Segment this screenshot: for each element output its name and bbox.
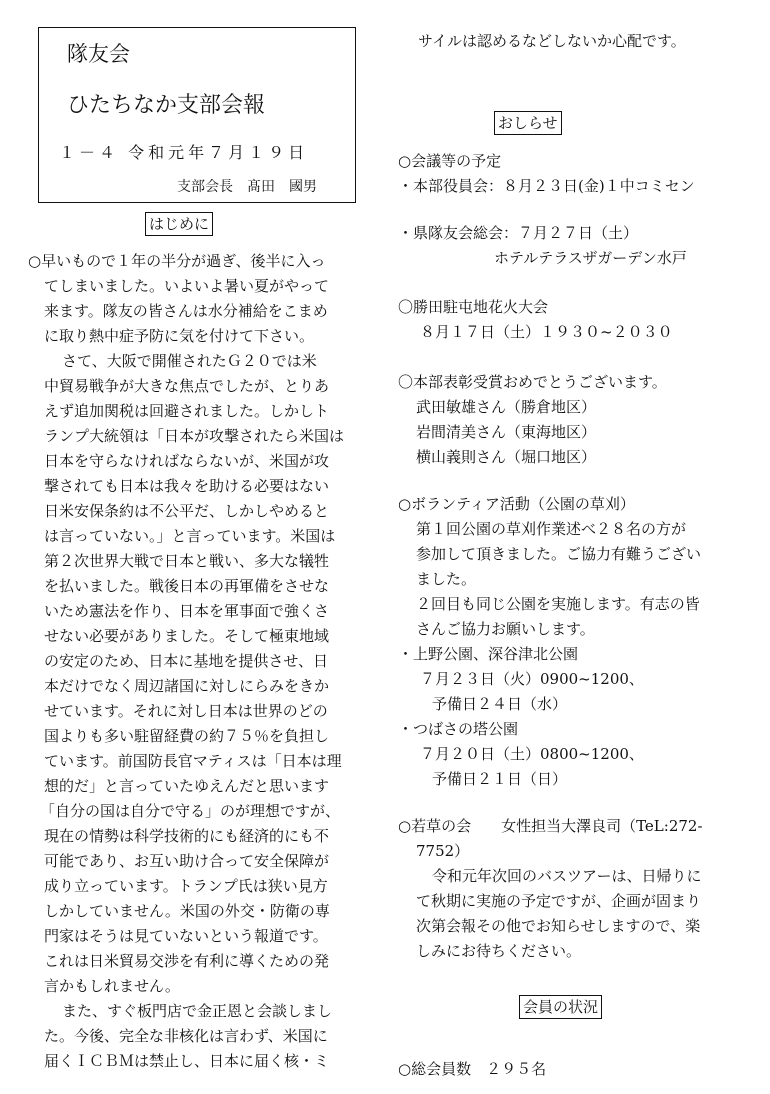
notice-line: 参加して頂きました。ご協力有難うござい [416, 545, 702, 563]
intro-line: 成り立っています。トランプ氏は狭い見方 [44, 877, 328, 895]
intro-heading: はじめに [145, 212, 213, 236]
notice-line: 予備日２１日（日） [432, 770, 568, 788]
notice-line: 横山義則さん（堀口地区） [416, 448, 597, 466]
notice-line: 予備日２４日（水） [432, 695, 568, 713]
intro-line: 国よりも多い駐留経費の約７５％を負担し [44, 727, 330, 745]
notice-line: ました。 [416, 570, 477, 588]
intro-line: てしまいました。いよいよ暑い夏がやって [44, 277, 330, 295]
intro-line: せない必要がありました。そして極東地域 [44, 627, 330, 645]
intro-line: 想的だ」と言っていたゆえんだと思います [44, 777, 330, 795]
notice-line: 令和元年次回のバスツアーは、日帰りに [432, 867, 702, 885]
notice-line: 〇勝田駐屯地花火大会 [398, 298, 549, 316]
intro-line: いため憲法を作り、日本を軍事面で強くさ [44, 602, 330, 620]
intro-line: 日本を守らなければならないが、米国が攻 [44, 452, 330, 470]
author-line: 支部会長 髙田 國男 [177, 179, 317, 195]
notice-line: ２回目も同じ公園を実施します。有志の皆 [416, 595, 700, 613]
member-total: ○総会員数 ２９５名 [398, 1060, 547, 1078]
notice-line: ホテルテラスザガーデン水戸 [494, 249, 687, 267]
intro-line: に取り熱中症予防に気を付けて下さい。 [44, 327, 315, 345]
intro-line: ています。前国防長官マティスは「日本は理 [44, 752, 342, 770]
intro-line: えず追加関税は回避されました。しかしト [44, 402, 330, 420]
notice-line: さんご協力お願いします。 [416, 620, 595, 638]
intro-line: しかしていません。米国の外交・防衛の専 [44, 902, 330, 920]
notice-line: ・上野公園、深谷津北公園 [398, 645, 579, 663]
notice-line: ○会議等の予定 [398, 152, 502, 170]
intro-line: 届くＩＣＢＭは禁止し、日本に届く核・ミ [44, 1052, 330, 1070]
intro-line: これは日米貿易交渉を有利に導くための発 [44, 952, 330, 970]
intro-line: さて、大阪で開催されたＧ２０では米 [62, 352, 317, 370]
intro-line: ランプ大統領は「日本が攻撃されたら米国は [44, 427, 345, 445]
intro-line: 日米安保条約は不公平だ、しかしやめると [44, 502, 330, 520]
notice-line: 武田敏雄さん（勝倉地区） [416, 398, 597, 416]
notice-line: 次第会報その他でお知らせしますので、楽 [416, 917, 701, 935]
org-name: 隊友会 [67, 42, 130, 66]
notice-line: しみにお待ちください。 [416, 942, 582, 960]
newsletter-title: ひたちなか支部会報 [67, 93, 266, 118]
masthead-box [38, 27, 356, 203]
intro-line: 第２次世界大戦で日本と戦い、多大な犠牲 [44, 552, 330, 570]
intro-line: また、すぐ板門店で金正恩と会談しまし [62, 1002, 333, 1020]
intro-line: 来ます。隊友の皆さんは水分補給をこまめ [44, 302, 328, 320]
intro-line: 中貿易戦争が大きな焦点でしたが、とりあ [44, 377, 330, 395]
notice-line: ７月２３日（火）0900~1200、 [420, 670, 644, 688]
intro-line: ○早いもので１年の半分が過ぎ、後半に入っ [28, 252, 326, 270]
notice-line: ・本部役員会：８月２３日(金)１中コミセン [398, 177, 695, 195]
intro-line: せています。それに対し日本は世界のどの [44, 702, 328, 720]
notice-line: ８月１７日（土）１９３０~２０３０ [420, 323, 673, 341]
intro-line: を払いました。戦後日本の再軍備をさせな [44, 577, 330, 595]
intro-line: 言かもしれません。 [44, 977, 180, 995]
intro-continuation: サイルは認めるなどしないか心配です。 [418, 32, 686, 50]
notices-heading: おしらせ [494, 111, 562, 135]
intro-line: 「自分の国は自分で守る」のが理想ですが、 [40, 802, 341, 820]
intro-line: 門家はそうは見ていないという報道です。 [44, 927, 328, 945]
intro-line: 本だけでなく周辺諸国に対しにらみをきか [44, 677, 330, 695]
intro-line: の安定のため、日本に基地を提供させ、日 [44, 652, 328, 670]
notice-line: ・つばさの塔公園 [398, 720, 519, 738]
notice-line: ７月２０日（土）0800~1200、 [420, 745, 644, 763]
notice-line: 〇本部表彰受賞おめでとうございます。 [398, 373, 667, 391]
intro-line: は言っていない。」と言っています。米国は [44, 527, 336, 545]
notice-line: 岩間清美さん（東海地区） [416, 423, 597, 441]
notice-line: ・県隊友会総会：７月２７日（土） [398, 224, 639, 242]
notice-line: ○ボランティア活動（公園の草刈） [398, 495, 635, 513]
members-heading: 会員の状況 [519, 995, 602, 1019]
intro-line: 現在の情勢は科学技術的にも経済的にも不 [44, 827, 330, 845]
intro-line: 撃されても日本は我々を助ける必要はない [44, 477, 330, 495]
notice-line: 7752） [416, 842, 470, 860]
intro-line: た。今後、完全な非核化は言わず、米国に [44, 1027, 328, 1045]
intro-line: 可能であり、お互い助け合って安全保障が [44, 852, 330, 870]
notice-line: て秋期に実施の予定ですが、企画が固まり [416, 892, 702, 910]
issue-date: １－４ 令和元年７月１９日 [59, 143, 309, 162]
notice-line: 第１回公園の草刈作業述べ２８名の方が [416, 520, 687, 538]
notice-line: ○若草の会 女性担当大澤良司（TeL:272- [398, 817, 703, 835]
